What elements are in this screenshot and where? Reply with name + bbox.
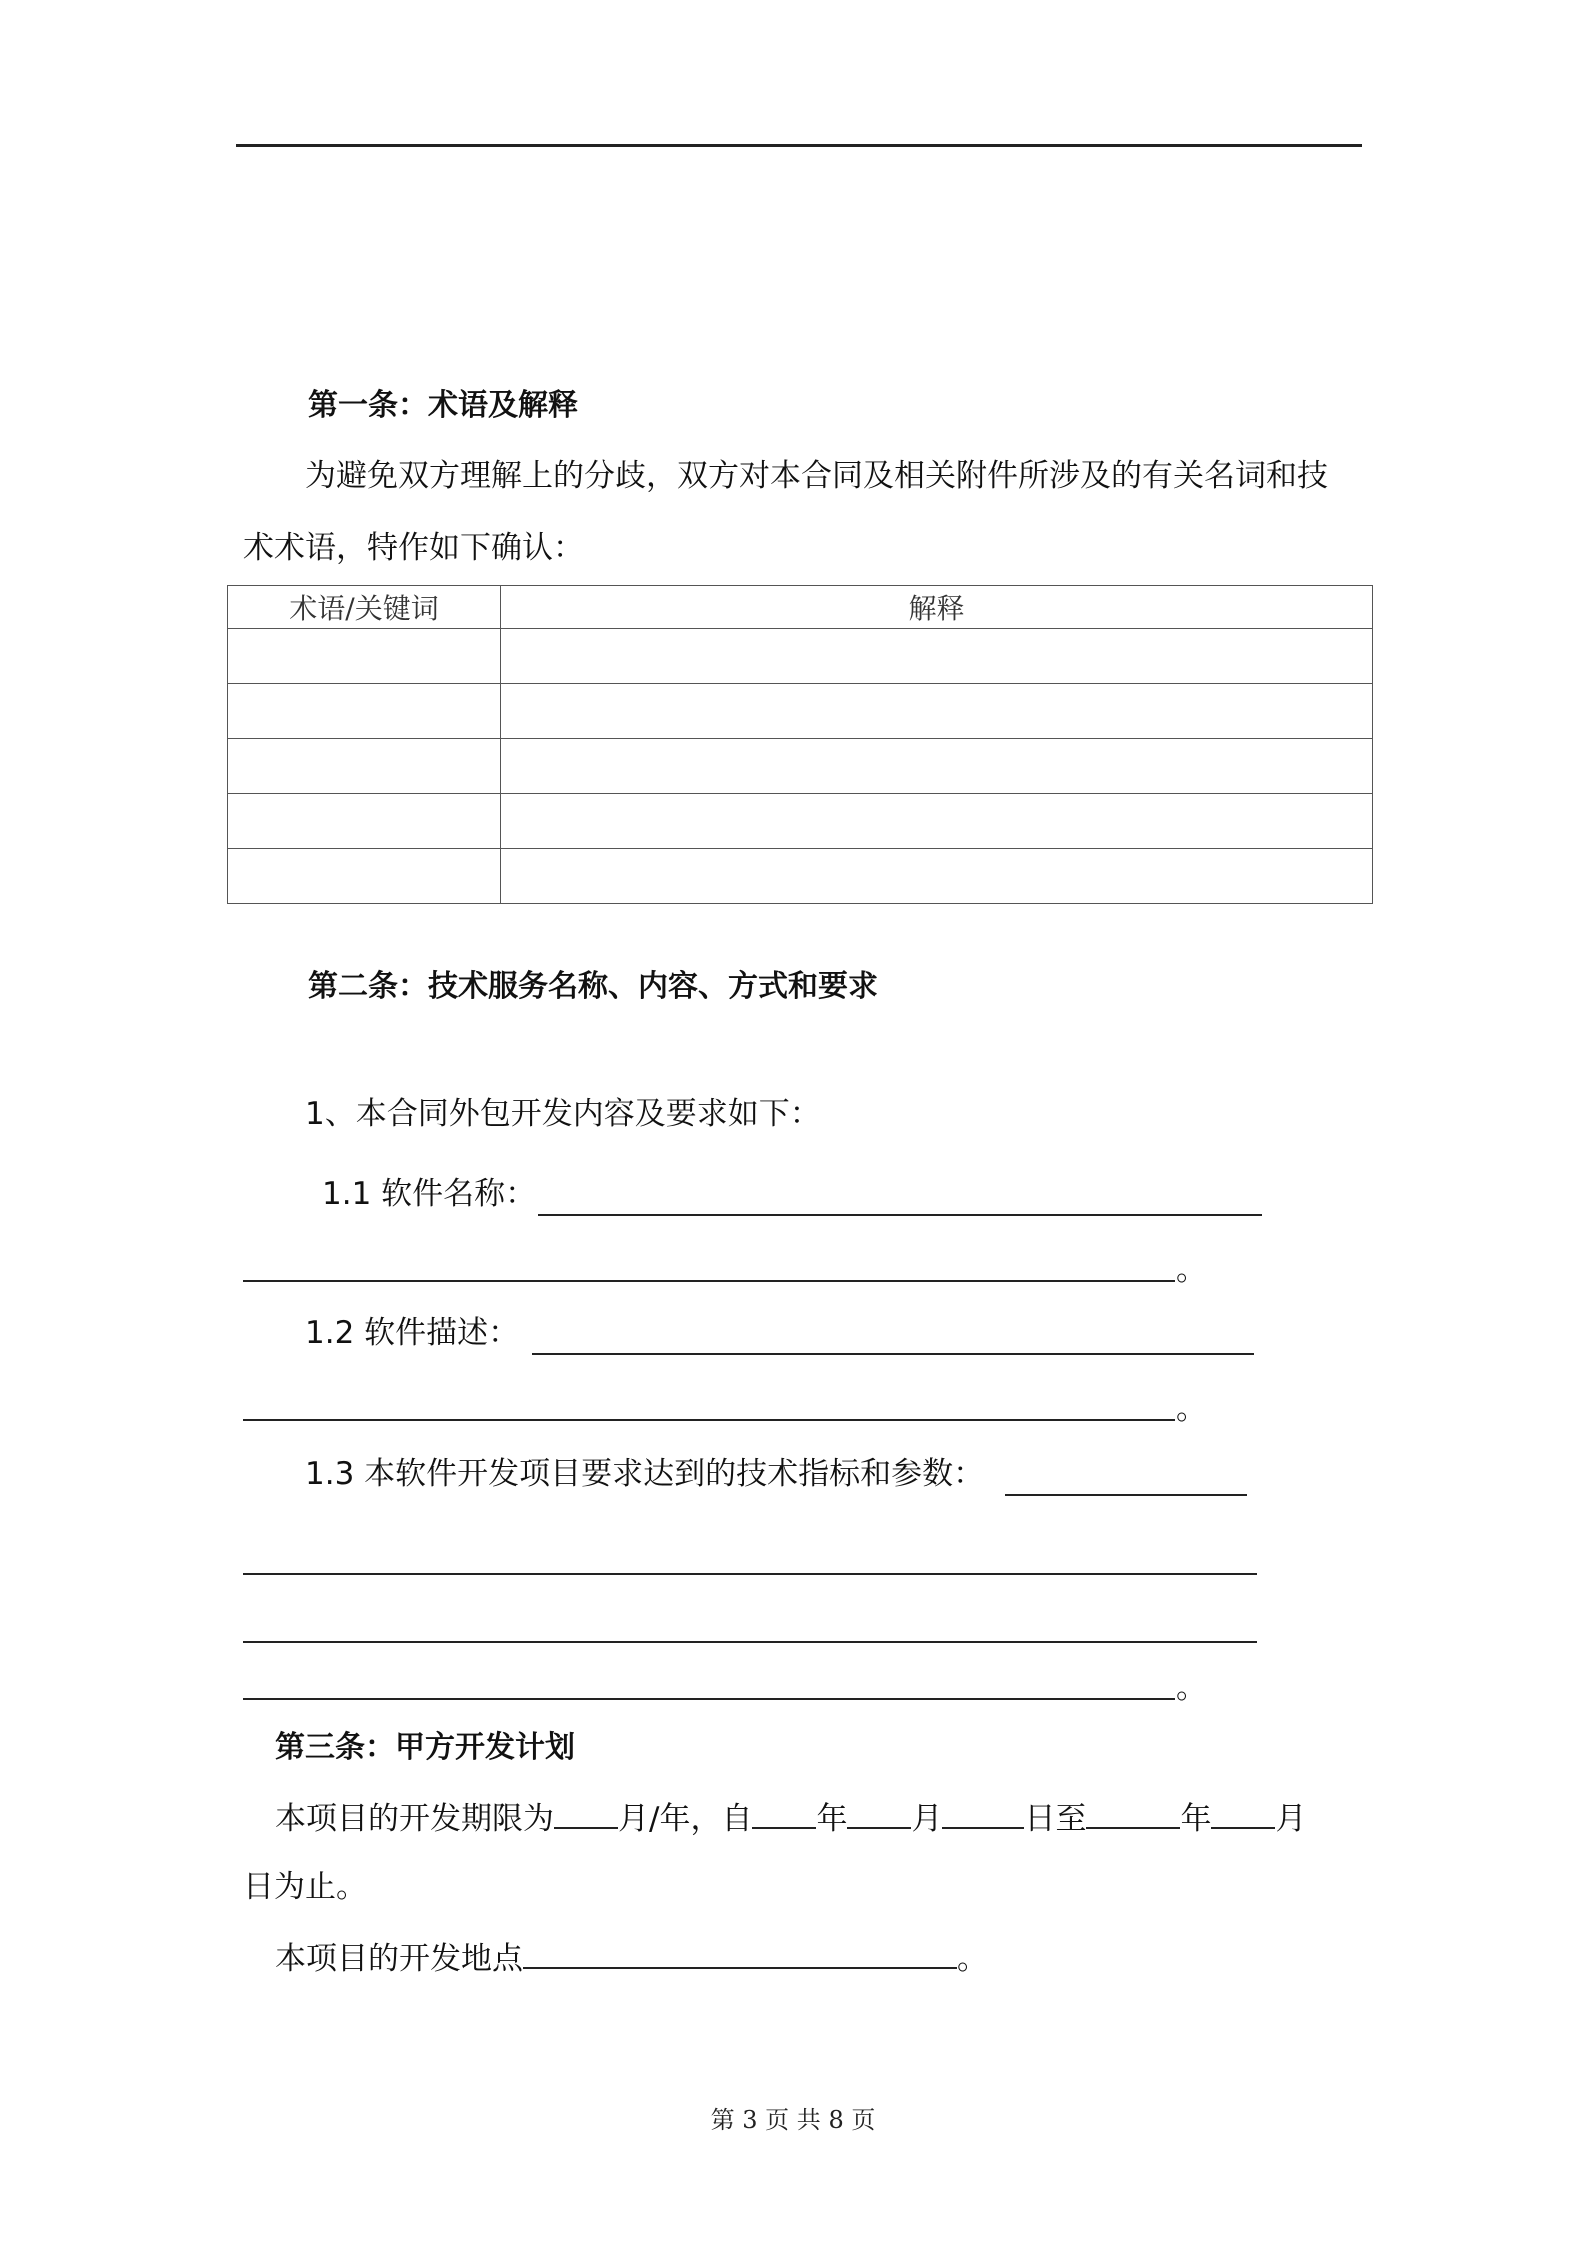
start-year-blank[interactable] <box>752 1797 816 1829</box>
location-blank[interactable] <box>523 1937 957 1969</box>
term-cell[interactable] <box>228 849 501 904</box>
page-number: 第 3 页 共 8 页 <box>710 2106 876 2134</box>
month-label: 月 <box>911 1801 943 1837</box>
explanation-cell[interactable] <box>501 684 1373 739</box>
technical-indicators-blank-line2[interactable] <box>243 1573 1257 1575</box>
year-label: 年 <box>1180 1801 1212 1837</box>
development-period-end: 日为止。 <box>243 1869 367 1905</box>
day-to-label: 日至 <box>1024 1801 1087 1837</box>
month-year-label: 月/年，自 <box>618 1801 753 1837</box>
article2-title: 第二条：技术服务名称、内容、方式和要求 <box>308 969 878 1004</box>
development-location-line <box>275 1937 988 1979</box>
period-mark: 。 <box>1176 1391 1207 1427</box>
table-row <box>228 849 1373 904</box>
header-term: 术语/关键词 <box>228 586 501 629</box>
location-prefix: 本项目的开发地点 <box>275 1941 523 1977</box>
software-description-label: 1.2 软件描述： <box>305 1315 520 1351</box>
term-cell[interactable] <box>228 794 501 849</box>
header-explanation: 解释 <box>501 586 1373 629</box>
terms-table <box>227 585 1373 904</box>
software-name-label: 1.1 软件名称： <box>322 1176 537 1212</box>
end-month-blank[interactable] <box>1211 1797 1275 1829</box>
software-description-blank-line2[interactable] <box>243 1419 1175 1421</box>
software-name-blank-line2[interactable] <box>243 1280 1175 1282</box>
period-duration-blank[interactable] <box>554 1797 618 1829</box>
table-row <box>228 739 1373 794</box>
period-mark: 。 <box>1176 1252 1207 1288</box>
explanation-cell[interactable] <box>501 629 1373 684</box>
technical-indicators-blank-line3[interactable] <box>243 1641 1257 1643</box>
development-period-line <box>275 1797 1306 1839</box>
year-label: 年 <box>816 1801 848 1837</box>
article1-title: 第一条：术语及解释 <box>308 388 578 423</box>
explanation-cell[interactable] <box>501 739 1373 794</box>
article2-item1: 1、本合同外包开发内容及要求如下： <box>305 1096 821 1132</box>
explanation-cell[interactable] <box>501 794 1373 849</box>
start-day-blank[interactable] <box>942 1797 1024 1829</box>
period-mark: 。 <box>957 1941 988 1977</box>
technical-indicators-label: 1.3 本软件开发项目要求达到的技术指标和参数： <box>305 1456 985 1492</box>
article1-intro-line2: 术术语，特作如下确认： <box>243 530 584 566</box>
technical-indicators-blank[interactable] <box>1005 1494 1247 1496</box>
table-row <box>228 629 1373 684</box>
month-label: 月 <box>1275 1801 1307 1837</box>
explanation-cell[interactable] <box>501 849 1373 904</box>
table-row <box>228 794 1373 849</box>
term-cell[interactable] <box>228 684 501 739</box>
software-description-blank[interactable] <box>532 1353 1254 1355</box>
term-cell[interactable] <box>228 629 501 684</box>
period-prefix: 本项目的开发期限为 <box>275 1801 554 1837</box>
period-mark: 。 <box>1176 1670 1207 1706</box>
article3-title: 第三条：甲方开发计划 <box>275 1730 575 1765</box>
technical-indicators-blank-line4[interactable] <box>243 1698 1175 1700</box>
table-row <box>228 684 1373 739</box>
end-year-blank[interactable] <box>1086 1797 1180 1829</box>
start-month-blank[interactable] <box>847 1797 911 1829</box>
terms-table-header <box>228 586 1373 629</box>
header-rule <box>236 144 1362 147</box>
software-name-blank[interactable] <box>538 1214 1262 1216</box>
term-cell[interactable] <box>228 739 501 794</box>
article1-intro-line1: 为避免双方理解上的分歧，双方对本合同及相关附件所涉及的有关名词和技 <box>305 458 1328 494</box>
